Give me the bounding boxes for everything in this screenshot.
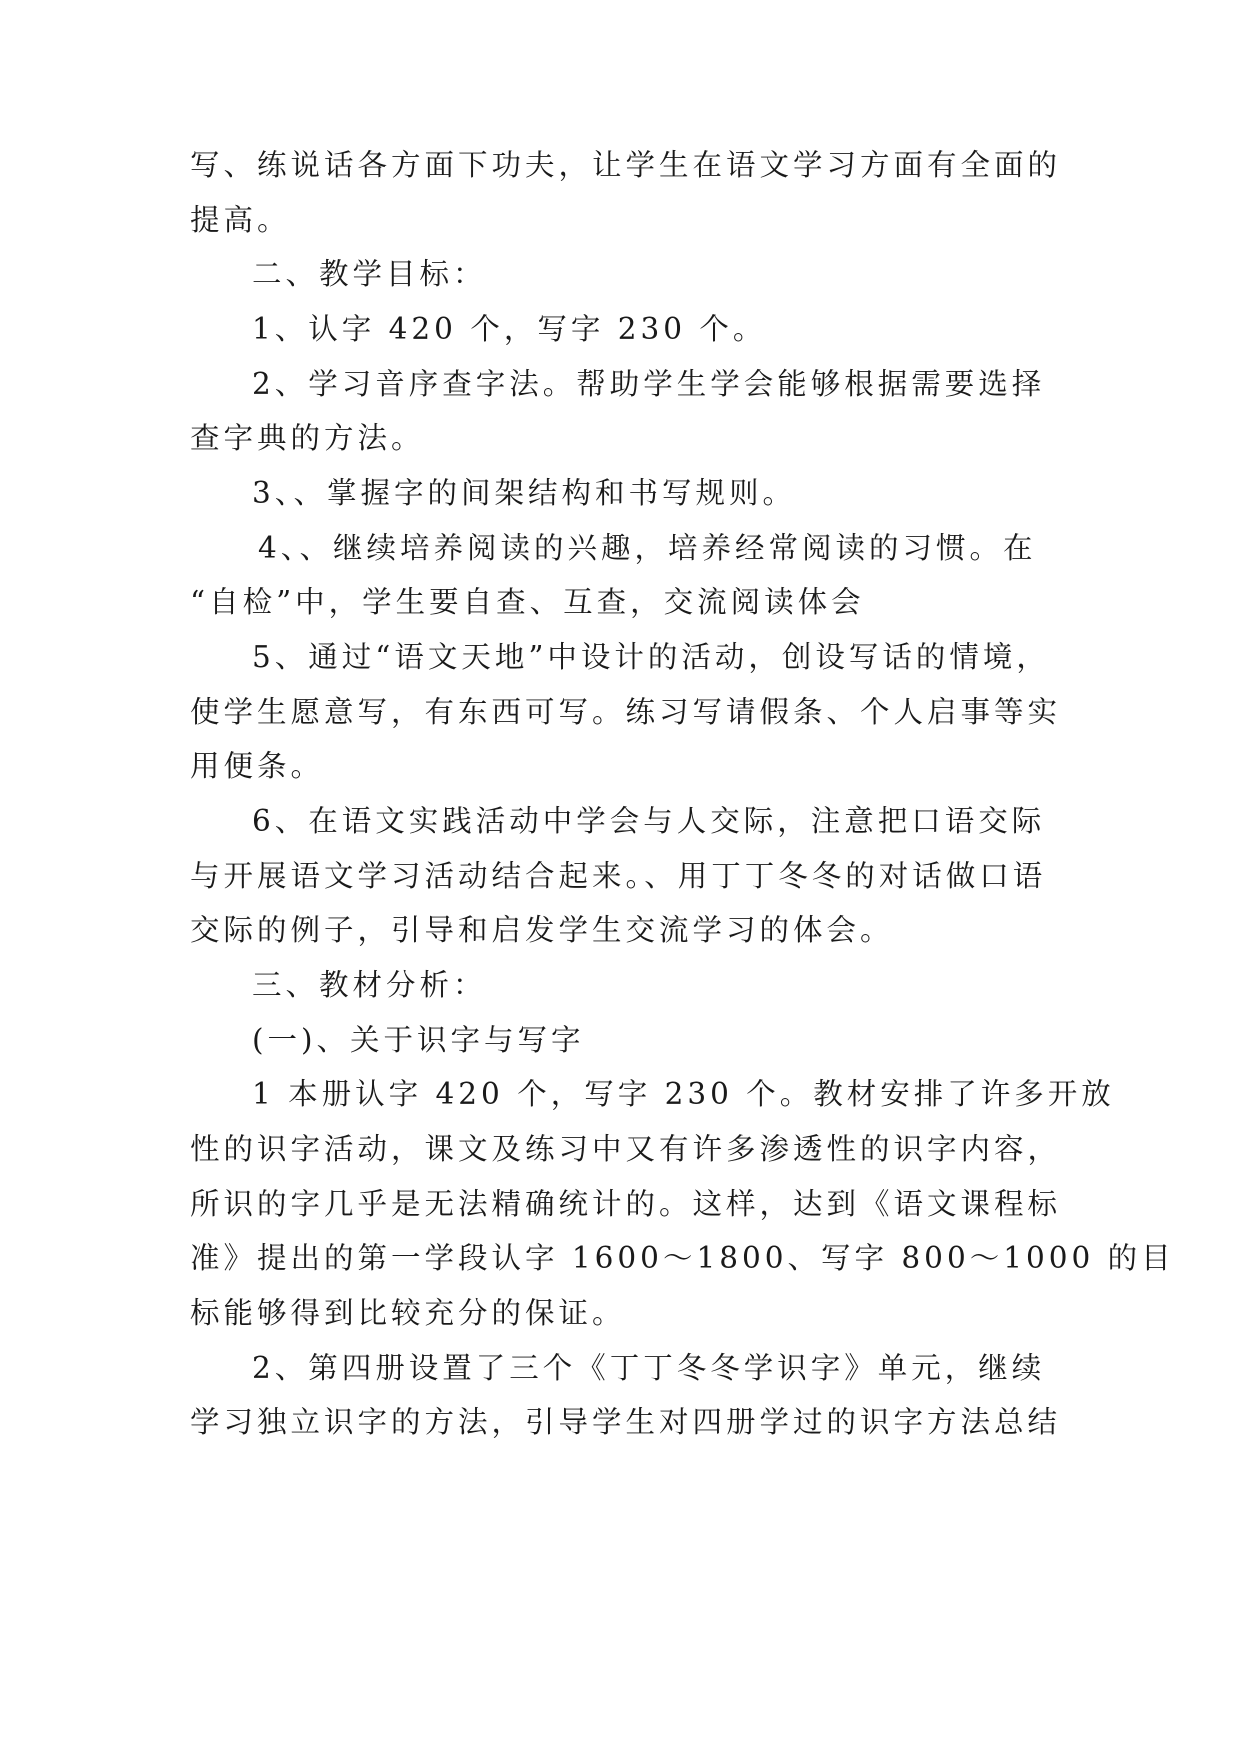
section-heading: 二、教学目标： — [252, 257, 487, 291]
text-line: 与开展语文学习活动结合起来。、用丁丁冬冬的对话做口语 — [190, 859, 1047, 893]
text-line: 写、练说话各方面下功夫，让学生在语文学习方面有全面的 — [190, 148, 1062, 182]
text-line: 6、在语文实践活动中学会与人交际，注意把口语交际 — [252, 804, 1046, 838]
text-line: 性的识字活动，课文及练习中又有许多渗透性的识字内容， — [190, 1132, 1062, 1166]
text-line: 1 本册认字 420 个，写字 230 个。教材安排了许多开放 — [252, 1077, 1115, 1111]
text-line: 2、学习音序查字法。帮助学生学会能够根据需要选择 — [252, 367, 1046, 401]
text-line: 提高。 — [190, 203, 291, 237]
text-line: 2、第四册设置了三个《丁丁冬冬学识字》单元，继续 — [252, 1351, 1046, 1385]
text-line: 查字典的方法。 — [190, 421, 425, 455]
text-line: 4、、继续培养阅读的兴趣，培养经常阅读的习惯。在 — [258, 531, 1037, 565]
text-line: 准》提出的第一学段认字 1600～1800、写字 800～1000 的目 — [190, 1241, 1175, 1275]
text-line: 交际的例子，引导和启发学生交流学习的体会。 — [190, 913, 894, 947]
section-heading: 三、教材分析： — [252, 968, 487, 1002]
text-line: 3、、掌握字的间架结构和书写规则。 — [252, 476, 797, 510]
text-line: 1、认字 420 个，写字 230 个。 — [252, 312, 767, 346]
text-line: 用便条。 — [190, 749, 325, 783]
text-line: 标能够得到比较充分的保证。 — [190, 1296, 626, 1330]
text-line: 5、通过“语文天地”中设计的活动，创设写话的情境， — [252, 640, 1050, 674]
text-line: 使学生愿意写，有东西可写。练习写请假条、个人启事等实 — [190, 695, 1062, 729]
subsection-heading: (一)、关于识字与写字 — [252, 1023, 585, 1057]
text-line: 所识的字几乎是无法精确统计的。这样，达到《语文课程标 — [190, 1187, 1062, 1221]
text-line: “自检”中，学生要自查、互查，交流阅读体会 — [190, 585, 865, 619]
text-line: 学习独立识字的方法，引导学生对四册学过的识字方法总结 — [190, 1405, 1062, 1439]
